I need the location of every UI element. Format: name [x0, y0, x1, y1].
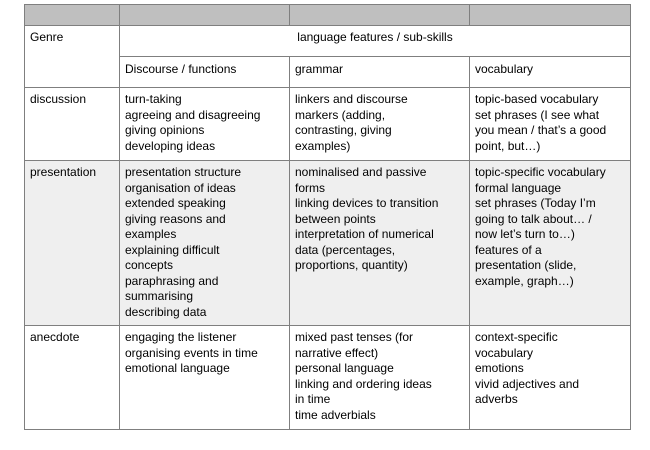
banner-cell	[470, 5, 631, 26]
banner-cell	[120, 5, 290, 26]
grammar-cell: mixed past tenses (for narrative effect) personal language linking and ordering ideas in time time adverbials	[290, 326, 470, 430]
genre-header: Genre	[25, 26, 120, 88]
skills-table	[24, 4, 631, 430]
banner-cell	[290, 5, 470, 26]
banner-cell	[25, 5, 120, 26]
table-row	[25, 88, 631, 161]
genre-cell: discussion	[25, 88, 120, 161]
discourse-cell: turn-taking agreeing and disagreeing giving opinions developing ideas	[120, 88, 290, 161]
features-span-header: language features / sub-skills	[120, 26, 631, 57]
table-row	[25, 161, 631, 326]
col-header-vocabulary: vocabulary	[470, 57, 631, 88]
table-row	[25, 326, 631, 430]
col-header-grammar: grammar	[290, 57, 470, 88]
table-banner-row	[25, 5, 631, 26]
genre-cell: anecdote	[25, 326, 120, 430]
header-row-top	[25, 26, 631, 57]
grammar-cell: linkers and discourse markers (adding, contrasting, giving examples)	[290, 88, 470, 161]
vocabulary-cell: topic-specific vocabulary formal language set phrases (Today I’m going to talk about… / now let’s turn to…) features of a presentation (slide, example, graph…)	[470, 161, 631, 326]
discourse-cell: presentation structure organisation of ideas extended speaking giving reasons and examples explaining difficult concepts paraphrasing and summarising describing data	[120, 161, 290, 326]
vocabulary-cell: context-specific vocabulary emotions vivid adjectives and adverbs	[470, 326, 631, 430]
vocabulary-cell: topic-based vocabulary set phrases (I see what you mean / that’s a good point, but…)	[470, 88, 631, 161]
grammar-cell: nominalised and passive forms linking devices to transition between points interpretation of numerical data (percentages, proportions, quantity)	[290, 161, 470, 326]
col-header-discourse: Discourse / functions	[120, 57, 290, 88]
discourse-cell: engaging the listener organising events in time emotional language	[120, 326, 290, 430]
genre-cell: presentation	[25, 161, 120, 326]
